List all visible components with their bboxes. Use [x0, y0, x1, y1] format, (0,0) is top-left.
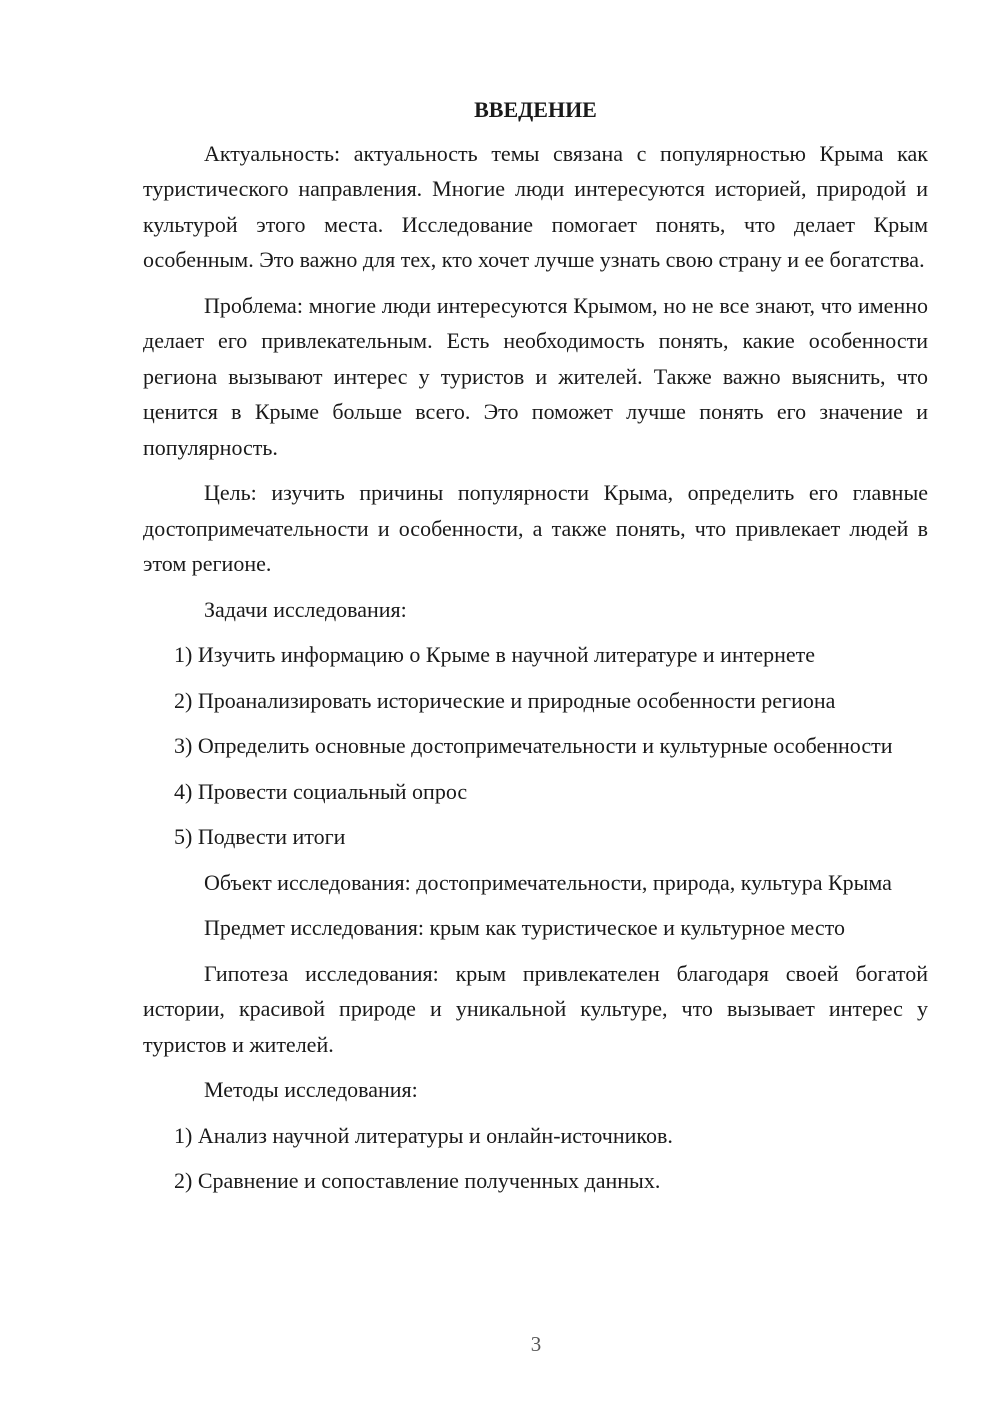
task-item-4: 4) Провести социальный опрос: [174, 778, 468, 804]
hypothesis-paragraph: Гипотеза исследования: крым привлекателен благодаря своей богатой истории, красивой природе и уникальной культуре, что вызывает интерес у туристов и жителей.: [143, 960, 928, 1057]
task-item-1: 1) Изучить информацию о Крыме в научной литературе и интернете: [174, 642, 816, 667]
page-number: 3: [530, 1332, 542, 1356]
subject-paragraph: Предмет исследования: крым как туристическое и культурное место: [204, 915, 845, 940]
problem-paragraph: Проблема: многие люди интересуются Крымом, но не все знают, что именно делает его привлекательным. Есть необходимость понять, какие особенности региона вызывают интерес у туристов и жителей. Также важно выяснить, что ценится в Крыме больше всего. Это поможет лучше понять его значение и популярность.: [143, 292, 928, 460]
goal-paragraph: Цель: изучить причины популярности Крыма, определить его главные достопримечательности и особенности, а также понять, что привлекает людей в этом регионе.: [143, 480, 928, 576]
task-item-5: 5) Подвести итоги: [174, 824, 346, 849]
page-title: ВВЕДЕНИЕ: [474, 97, 597, 122]
methods-label: Методы исследования:: [204, 1077, 418, 1102]
object-paragraph: Объект исследования: достопримечательности, природа, культура Крыма: [204, 869, 892, 895]
method-item-2: 2) Сравнение и сопоставление полученных данных.: [174, 1168, 661, 1193]
task-item-2: 2) Проанализировать исторические и природные особенности региона: [174, 687, 836, 713]
task-item-3: 3) Определить основные достопримечательности и культурные особенности: [174, 733, 893, 758]
tasks-label: Задачи исследования:: [204, 596, 407, 622]
document-body: [143, 92, 928, 1209]
actuality-paragraph: Актуальность: актуальность темы связана с популярностью Крыма как туристического направления. Многие люди интересуются историей, природой и культурой этого места. Исследование помогает понять, что делает Крым особенным. Это важно для тех, кто хочет лучше узнать свою страну и ее богатства.: [143, 140, 928, 272]
method-item-1: 1) Анализ научной литературы и онлайн-источников.: [174, 1122, 673, 1148]
